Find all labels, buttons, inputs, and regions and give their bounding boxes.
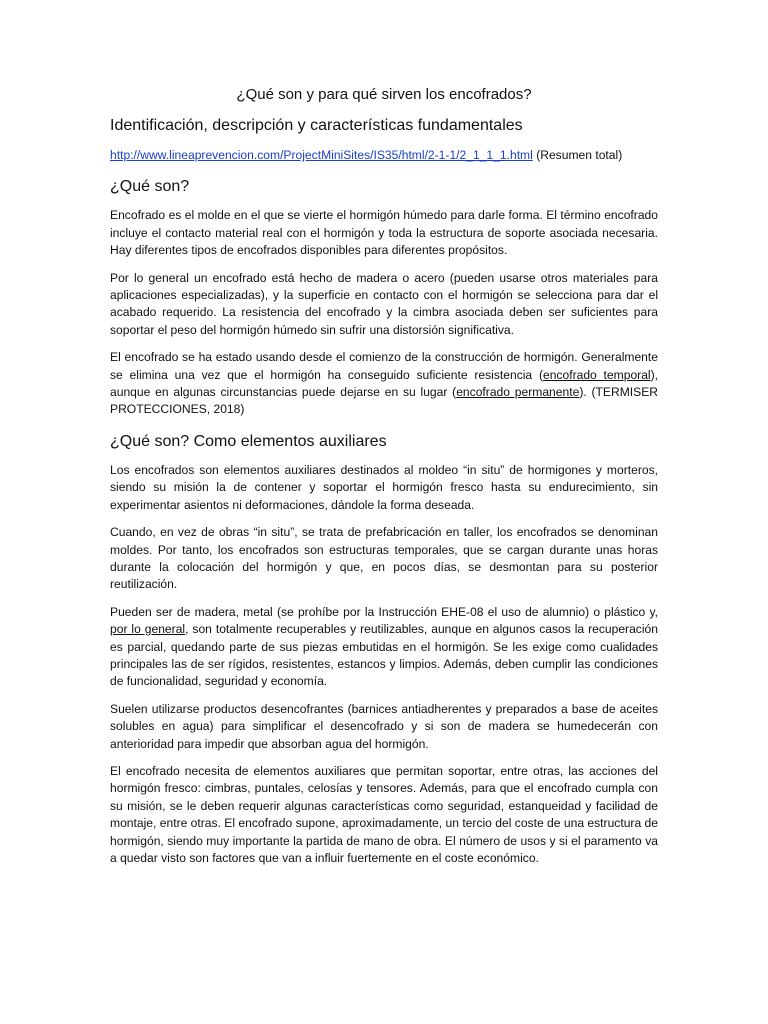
underlined-term: encofrado temporal [542,367,651,382]
paragraph: Cuando, en vez de obras “in situ”, se trata de prefabricación en taller, los encofrados se denominan moldes. Por tanto, los encofrados son estructuras temporales, que se cargan durante unas horas durante la colocación del hormigón y que, en pocos días, se desmontan para su posterior reutilización. [110,525,658,592]
page-title: ¿Qué son y para qué sirven los encofrados? [236,86,532,103]
text-run: ), aunque en algunas circunstancias puede dejarse en su lugar ( [110,367,659,400]
text-run: ). (TERMISER PROTECCIONES, 2018) [110,385,658,417]
underlined-term: encofrado permanente [456,385,580,400]
text-run: Pueden ser de madera, metal (se prohíbe por la Instrucción EHE-08 el uso de alumnio) o plástico y, [110,604,658,619]
paragraph: Los encofrados son elementos auxiliares destinados al moldeo “in situ” de hormigones y morteros, siendo su misión la de contener y soportar el hormigón fresco hasta su endurecimiento, sin experimentar asientos ni deformaciones, dándole la forma deseada. [110,462,658,512]
document-page [110,86,658,877]
section-heading-que-son: ¿Qué son? [110,178,190,196]
source-link[interactable]: http://www.lineaprevencion.com/ProjectMiniSites/IS35/html/2-1-1/2_1_1_1.html [110,148,533,162]
paragraph: Suelen utilizarse productos desencofrantes (barnices antiadherentes y preparados a base de aceites solubles en agua) para simplificar el desencofrado y si son de madera se humedecerán con anterioridad para impedir que absorban agua del hormigón. [110,701,658,751]
underlined-term: por lo general [110,622,186,637]
paragraph: Encofrado es el molde en el que se vierte el hormigón húmedo para darle forma. El término encofrado incluye el contacto material real con el hormigón y toda la estructura de soporte asociada necesaria. Hay diferentes tipos de encofrados disponibles para diferentes propósitos. [110,208,658,258]
paragraph [110,604,658,691]
page-subtitle: Identificación, descripción y características fundamentales [110,117,523,134]
source-note: (Resumen total) [532,148,623,162]
source-line [110,147,658,164]
paragraph: Por lo general un encofrado está hecho de madera o acero (pueden usarse otros materiales para aplicaciones especializadas), y la superficie en contacto con el hormigón se selecciona para dar el acabado requerido. La resistencia del encofrado y la cimbra asociada deben ser suficientes para soportar el peso del hormigón húmedo sin sufrir una distorsión significativa. [110,270,658,337]
text-run: El encofrado se ha estado usando desde el comienzo de la construcción de hormigón. Generalmente se elimina una vez que el hormigón ha conseguido suficiente resistencia ( [110,350,658,382]
section-heading-elementos-auxiliares: ¿Qué son? Como elementos auxiliares [110,432,387,450]
paragraph [110,349,658,419]
paragraph: El encofrado necesita de elementos auxiliares que permitan soportar, entre otras, las acciones del hormigón fresco: cimbras, puntales, celosías y tensores. Además, para que el encofrado cumpla con su misión, se le deben requerir algunas características como seguridad, estanqueidad y facilidad de montaje, entre otras. El encofrado supone, aproximadamente, un tercio del coste de una estructura de hormigón, siendo muy importante la partida de mano de obra. El número de usos y si el paramento va a quedar visto son factores que van a influir fuertemente en el coste económico. [110,763,658,865]
text-run: , son totalmente recuperables y reutilizables, aunque en algunos casos la recuperación es parcial, quedando parte de sus piezas embutidas en el hormigón. Se les exige como cualidades principales las de ser rígidos, resistentes, estancos y limpios. Además, deben cumplir las condiciones de funcionalidad, seguridad y economía. [110,622,658,689]
